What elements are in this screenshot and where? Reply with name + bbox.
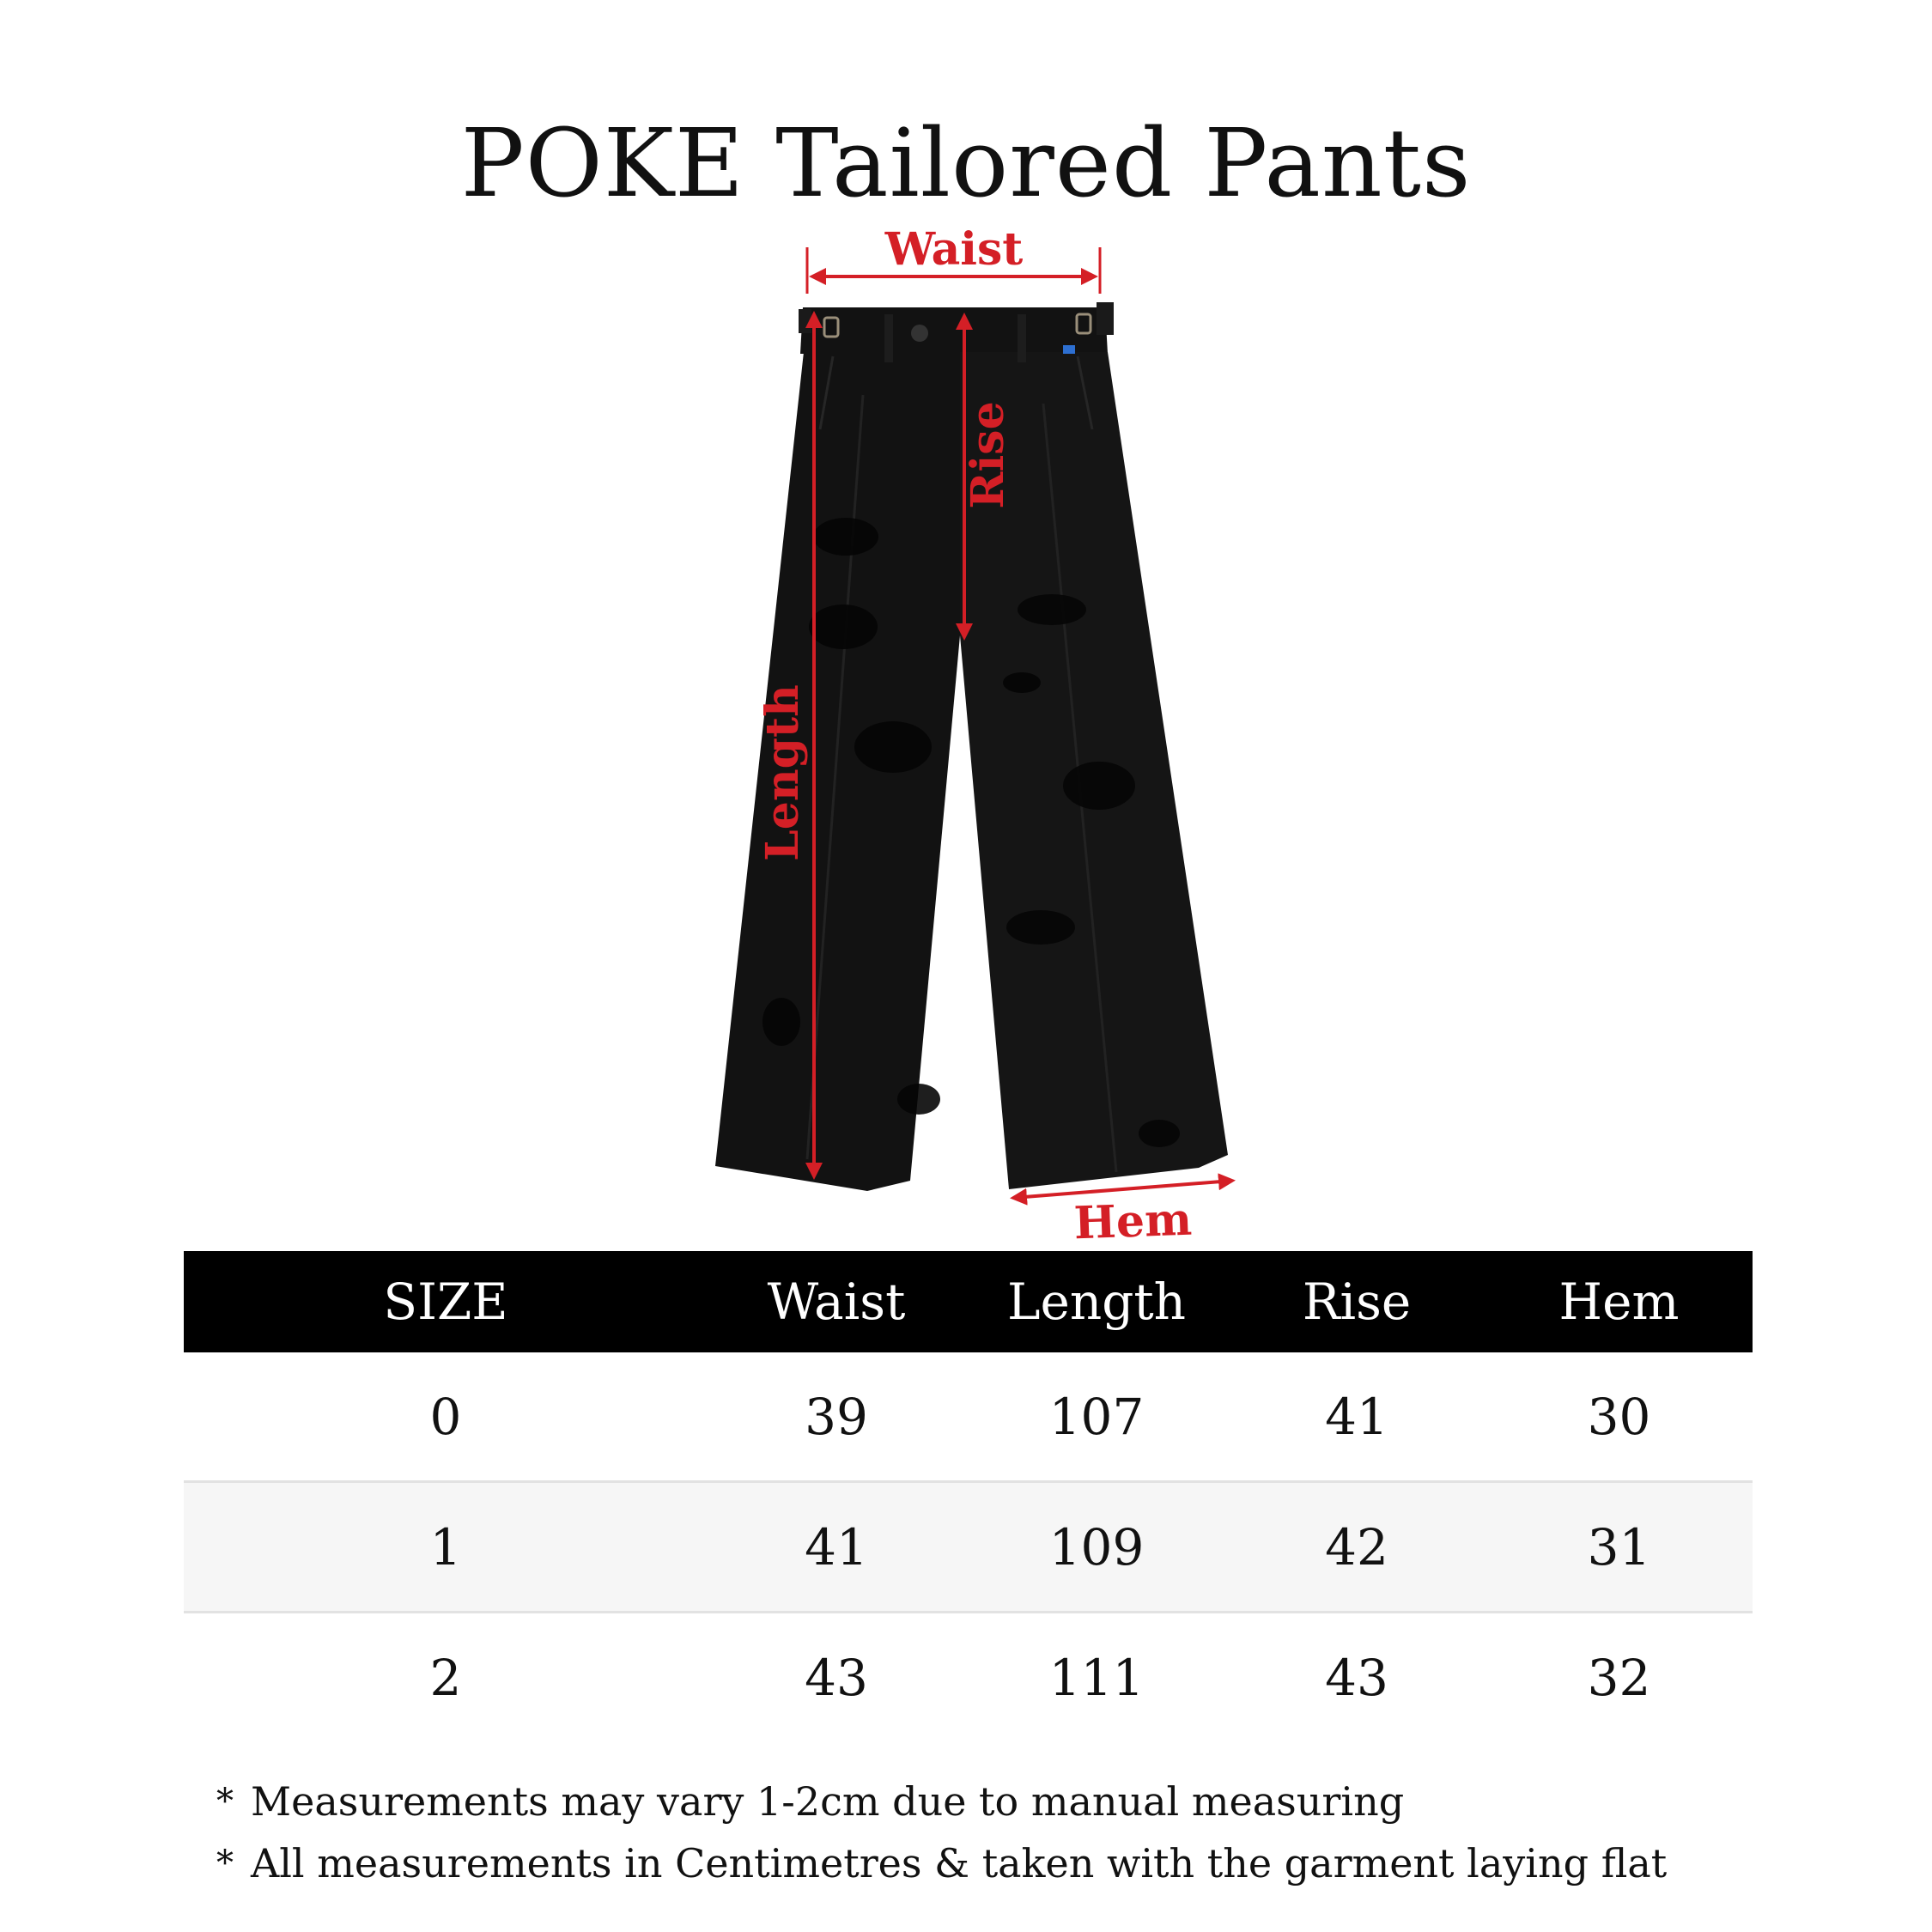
note-units xyxy=(216,1832,1667,1894)
table-cell: 39 xyxy=(805,1387,868,1446)
table-cell: 0 xyxy=(429,1387,462,1446)
table-cell: 32 xyxy=(1485,1613,1753,1742)
table-row xyxy=(184,1482,1753,1613)
table-cell: 2 xyxy=(184,1613,708,1742)
note-measurement-variance xyxy=(216,1771,1667,1832)
table-cell: 109 xyxy=(965,1482,1228,1613)
page-title: POKE Tailored Pants xyxy=(460,108,1472,218)
header-rise: Rise xyxy=(1228,1251,1485,1352)
table-cell: 42 xyxy=(1228,1482,1485,1613)
length-label: Length xyxy=(756,684,809,861)
waist-label: Waist xyxy=(884,223,1024,276)
asterisk-icon: * xyxy=(216,1844,234,1883)
table-row xyxy=(184,1352,1753,1482)
table-cell: 111 xyxy=(965,1613,1228,1742)
asterisk-icon: * xyxy=(216,1782,234,1821)
button-detail xyxy=(911,325,928,342)
header-waist: Waist xyxy=(708,1251,965,1352)
table-cell: 43 xyxy=(708,1613,965,1742)
note-text: Measurements may vary 1-2cm due to manual measuring xyxy=(251,1778,1405,1825)
table-cell: 1 xyxy=(184,1482,708,1613)
table-cell: 30 xyxy=(1587,1387,1651,1446)
table-header-row xyxy=(184,1251,1753,1352)
notes-section xyxy=(216,1771,1667,1894)
note-text: All measurements in Centimetres & taken with the garment laying flat xyxy=(251,1840,1668,1886)
size-chart-table xyxy=(184,1251,1753,1741)
header-hem: Hem xyxy=(1485,1251,1753,1352)
table-cell: 41 xyxy=(708,1482,965,1613)
table-row xyxy=(184,1613,1753,1742)
table-cell: 43 xyxy=(1228,1613,1485,1742)
header-length: Length xyxy=(965,1251,1228,1352)
hem-label: Hem xyxy=(1072,1193,1194,1250)
header-size: SIZE xyxy=(184,1251,708,1352)
table-cell: 41 xyxy=(1325,1387,1388,1446)
rise-label: Rise xyxy=(962,401,1014,509)
table-cell: 31 xyxy=(1485,1482,1753,1613)
table-cell: 107 xyxy=(1048,1387,1145,1446)
label-tag xyxy=(1063,345,1075,354)
